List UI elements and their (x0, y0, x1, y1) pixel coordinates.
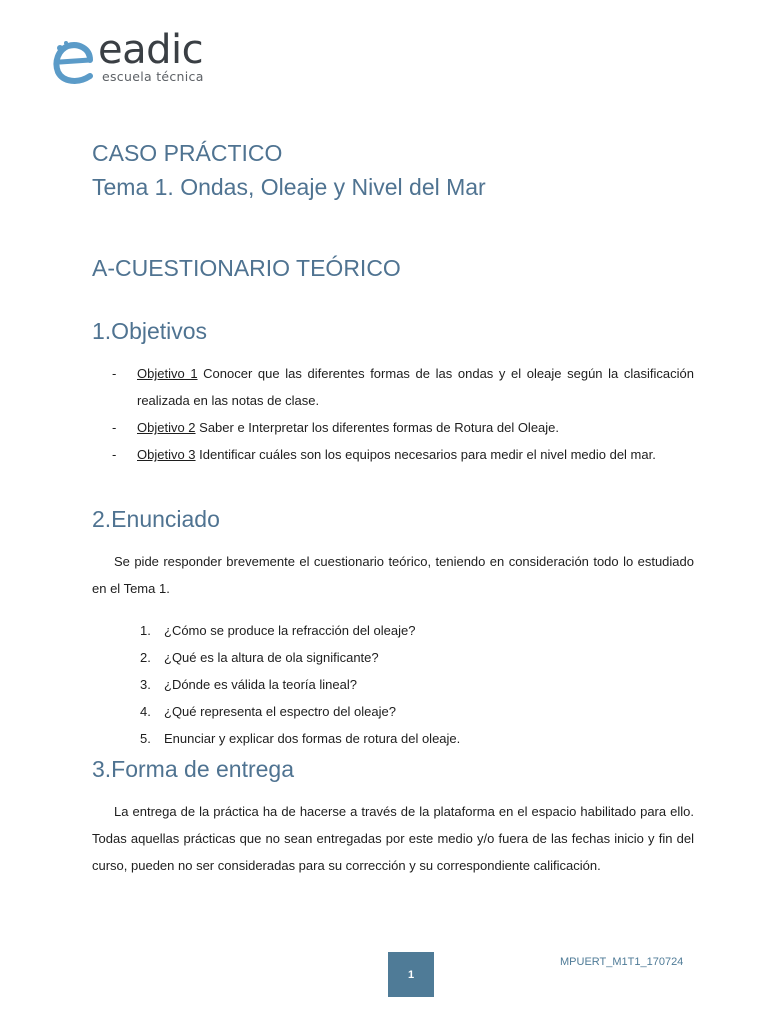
question-number: 2. (140, 650, 151, 665)
document-title (92, 136, 486, 204)
page-number-badge (388, 952, 434, 997)
eadic-logo-mark-icon (52, 40, 100, 86)
question-item (140, 698, 460, 725)
objetivo-item (112, 414, 694, 441)
eadic-logo (52, 27, 222, 88)
enunciado-paragraph: Se pide responder brevemente el cuestionario teórico, teniendo en consideración todo lo estudiado en el Tema 1. (92, 554, 694, 596)
entrega-paragraph: La entrega de la práctica ha de hacerse a través de la plataforma en el espacio habilitado para ello. Todas aquellas prácticas que no sean entregadas por este medio y/o fuera de las fechas inicio y fin del curso, pueden no ser consideradas para su corrección y su correspondiente calificación. (92, 804, 694, 873)
title-line-1: CASO PRÁCTICO (92, 140, 283, 166)
question-item (140, 617, 460, 644)
title-line-2: Tema 1. Ondas, Oleaje y Nivel del Mar (92, 174, 486, 200)
section-a-heading: A-CUESTIONARIO TEÓRICO (92, 255, 401, 281)
logo-tagline: escuela técnica (102, 69, 204, 84)
question-item (140, 671, 460, 698)
question-number: 4. (140, 704, 151, 719)
objetivo-item (112, 441, 694, 468)
enunciado-heading: 2.Enunciado (92, 506, 220, 532)
question-text: ¿Dónde es válida la teoría lineal? (164, 677, 357, 692)
document-code: MPUERT_M1T1_170724 (560, 956, 684, 968)
question-text: ¿Qué es la altura de ola significante? (164, 650, 379, 665)
question-number: 3. (140, 677, 151, 692)
bullet-dash: - (112, 366, 117, 381)
question-item (140, 644, 460, 671)
question-number: 5. (140, 731, 151, 746)
objetivo-label: Objetivo 1 (137, 366, 198, 381)
entrega-heading: 3.Forma de entrega (92, 756, 295, 782)
question-item (140, 725, 460, 752)
bullet-dash: - (112, 447, 117, 462)
objetivo-text: Saber e Interpretar los diferentes formas de Rotura del Oleaje. (195, 420, 560, 435)
objetivos-heading: 1.Objetivos (92, 318, 208, 344)
objetivo-item (112, 360, 694, 414)
objetivos-list (112, 360, 694, 468)
question-number: 1. (140, 623, 151, 638)
objetivo-label: Objetivo 3 (137, 447, 196, 462)
question-text: ¿Qué representa el espectro del oleaje? (164, 704, 396, 719)
page-number: 1 (407, 968, 415, 981)
objetivo-text: Identificar cuáles son los equipos necesarios para medir el nivel medio del mar. (195, 447, 656, 462)
objetivo-text: Conocer que las diferentes formas de las ondas y el oleaje según la clasificación realizada en las notas de clase. (137, 366, 694, 408)
question-text: ¿Cómo se produce la refracción del oleaje? (164, 623, 416, 638)
objetivo-label: Objetivo 2 (137, 420, 196, 435)
bullet-dash: - (112, 420, 117, 435)
logo-wordmark: eadic (98, 27, 204, 73)
question-text: Enunciar y explicar dos formas de rotura del oleaje. (164, 731, 461, 746)
questions-list (140, 617, 460, 752)
